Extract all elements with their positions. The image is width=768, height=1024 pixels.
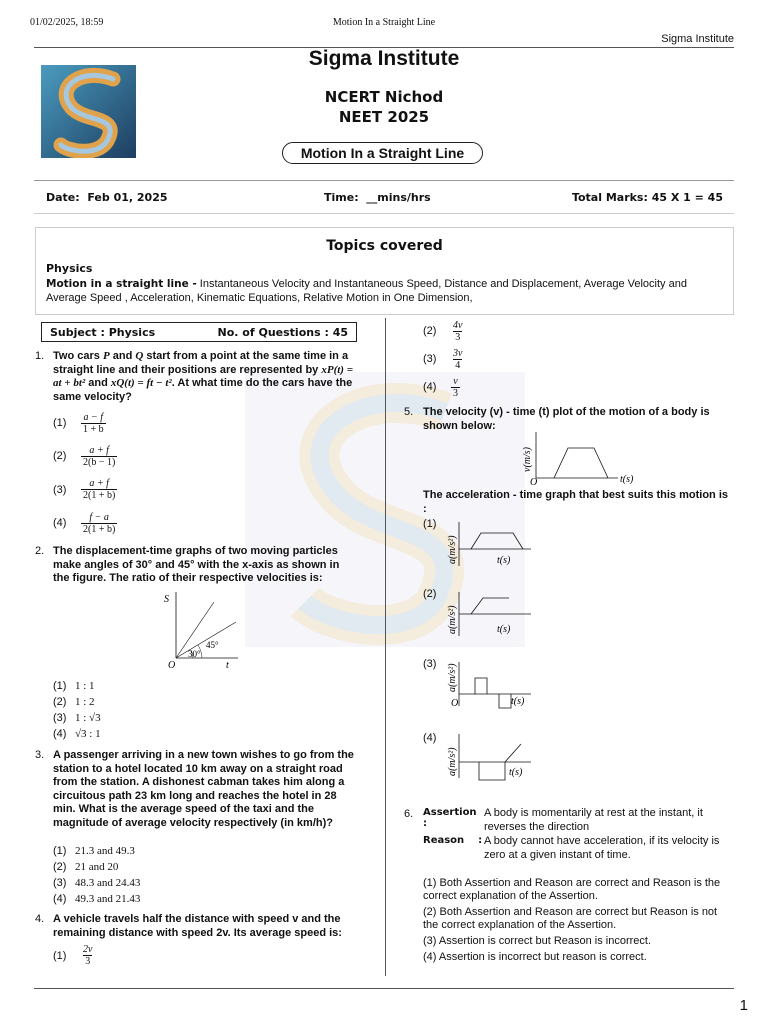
q5-option-3[interactable]: (3) a(m/s²) O t(s) <box>423 658 525 709</box>
q5-option-4[interactable]: (4) a(m/s²) t(s) <box>423 732 523 778</box>
q2-options <box>53 678 101 742</box>
q3-text: A passenger arriving in a new town wishes to go from the station to a hotel located 10 km away on a straight road from the station. A dishonest cabman takes him along a circuitous path 23 km long and reaches the hotel in 28 min. What is the average speed of the taxi and the magnitude of average velocity respectively (in km/h)? <box>53 749 354 829</box>
question-6: 6. Assertion : A body is momentarily at rest at the instant, it reverses the direction Reason : A body cannot have acceleration, if its velocity is zero at a given instant of time. <box>404 807 734 862</box>
q5-subtext: The acceleration - time graph that best suits this motion is : <box>423 489 728 515</box>
meta-marks: Total Marks: 45 X 1 = 45 <box>571 191 723 204</box>
q3-options <box>53 843 140 907</box>
vt-x-label: t(s) <box>620 474 634 485</box>
assertion-text: A body is momentarily at rest at the instant, it reverses the direction <box>484 807 703 833</box>
footer-rule <box>34 988 734 989</box>
q4-option-2[interactable]: (2) $\frac{4v}{3}$ <box>423 319 463 343</box>
q4-option-3[interactable]: (3) $\frac{3v}{4}$ <box>423 347 463 371</box>
q6-option-4[interactable]: (4) Assertion is incorrect but reason is correct. <box>423 951 647 963</box>
page-number: 1 <box>739 997 748 1014</box>
q6-option-3[interactable]: (3) Assertion is correct but Reason is incorrect. <box>423 935 652 947</box>
opt1-x-label: t(s) <box>497 555 511 566</box>
opt4-x-label: t(s) <box>509 767 523 778</box>
q1-text: Two cars P and Q start from a point at the same time in a straight line and their positions are represented by xP(t) = at + bt² and xQ(t) = ft − t². At what time do the cars have the same velocity? <box>53 350 353 403</box>
assertion-label: Assertion : <box>423 807 477 829</box>
q6-option-1[interactable]: (1) Both Assertion and Reason are correct and Reason is the correct explanation of the Assertion. <box>423 877 721 902</box>
question-4: 4. A vehicle travels half the distance with speed v and the remaining distance with speed 2v. Its average speed is: <box>35 913 360 940</box>
q2-figure <box>160 588 240 670</box>
q4-options-cont <box>423 317 464 401</box>
meta-date: Date: Feb 01, 2025 <box>46 191 168 204</box>
column-divider <box>385 318 386 976</box>
chapter-pill: Motion In a Straight Line <box>282 142 483 164</box>
q4-option-1[interactable]: (1) $\frac{2v}{3}$ <box>53 944 93 967</box>
opt2-y-label: a(m/s²) <box>447 605 458 634</box>
q4-text: A vehicle travels half the distance with speed v and the remaining distance with speed 2v. Its average speed is: <box>53 913 342 939</box>
reason-label: Reason : <box>423 835 483 846</box>
q5-vt-graph <box>506 430 646 486</box>
q2-option-1[interactable]: (1) 1 : 1 <box>53 680 95 692</box>
topics-heading: Topics covered <box>326 238 443 254</box>
reason-text: A body cannot have acceleration, if its velocity is zero at a given instant of time. <box>484 835 720 861</box>
opt2-x-label: t(s) <box>497 624 511 635</box>
header-rule-3 <box>34 213 734 214</box>
opt4-y-label: a(m/s²) <box>447 747 458 776</box>
topics-subject: Physics <box>46 262 93 275</box>
question-5: 5. The velocity (v) - time (t) plot of the motion of a body is shown below: <box>404 406 734 433</box>
q1-option-2[interactable]: (2) $\frac{a + f}{2(b - 1)}$ <box>53 444 116 468</box>
header-rule-2 <box>34 180 734 181</box>
q2-option-2[interactable]: (2) 1 : 2 <box>53 696 95 708</box>
opt1-y-label: a(m/s²) <box>447 535 458 564</box>
header-line2: NEET 2025 <box>338 108 430 126</box>
vt-y-label: v(m/s) <box>522 447 533 472</box>
q1-option-4[interactable]: (4) $\frac{f - a}{2(1 + b)}$ <box>53 511 116 535</box>
header-institute-right: Sigma Institute <box>661 33 734 45</box>
header-line1: NCERT Nichod <box>324 88 444 106</box>
question-2: 2. The displacement-time graphs of two moving particles make angles of 30° and 45° with the x-axis as shown in the figure. The ratio of their respective velocities is: <box>35 545 360 586</box>
fig-o-label: O <box>168 660 176 670</box>
opt3-x-label: t(s) <box>511 696 525 707</box>
q3-option-3[interactable]: (3) 48.3 and 24.43 <box>53 877 141 889</box>
fig-angle-30: 30° <box>188 649 201 659</box>
subject-box: Subject : Physics No. of Questions : 45 <box>41 322 357 342</box>
q1-options <box>53 407 117 540</box>
print-datetime: 01/02/2025, 18:59 <box>30 17 104 28</box>
q2-option-4[interactable]: (4) √3 : 1 <box>53 728 101 740</box>
q1-option-3[interactable]: (3) $\frac{a + f}{2(1 + b)}$ <box>53 478 116 501</box>
q4-option-4[interactable]: (4) $\frac{v}{3}$ <box>423 375 458 399</box>
q3-option-1[interactable]: (1) 21.3 and 49.3 <box>53 845 135 857</box>
fig-angle-45: 45° <box>206 640 219 650</box>
q1-option-1[interactable]: (1) $\frac{a - f}{1 + b}$ <box>53 411 104 435</box>
q5-option-2[interactable]: (2) a(m/s²) t(s) <box>423 588 511 635</box>
q2-option-3[interactable]: (3) 1 : √3 <box>53 712 101 724</box>
q3-option-2[interactable]: (2) 21 and 20 <box>53 861 119 873</box>
question-1 <box>35 350 360 404</box>
q6-options <box>423 877 728 964</box>
q1-number: 1. <box>35 350 45 362</box>
fig-t-label: t <box>226 660 229 670</box>
q6-option-2[interactable]: (2) Both Assertion and Reason are correct but Reason is not the correct explanation of the Assertion. <box>423 906 718 931</box>
print-title: Motion In a Straight Line <box>332 17 436 28</box>
topics-list: Motion in a straight line - Instantaneous Velocity and Instantaneous Speed, Distance and Displacement, Average Velocity and Average Speed , Acceleration, Kinematic Equations, Relative Motion in One Dimension, <box>46 278 687 304</box>
fig-s-label: S <box>164 594 169 605</box>
vt-origin: O <box>530 477 538 486</box>
institute-title: Sigma Institute <box>308 47 460 70</box>
q5-text: The velocity (v) - time (t) plot of the motion of a body is shown below: <box>423 406 710 432</box>
topics-box <box>35 227 734 315</box>
q2-text: The displacement-time graphs of two moving particles make angles of 30° and 45° with the x-axis as shown in the figure. The ratio of their respective velocities is: <box>53 545 340 584</box>
opt3-y-label: a(m/s²) <box>447 663 458 692</box>
question-3: 3. A passenger arriving in a new town wishes to go from the station to a hotel located 10 km away on a straight road from the station. A dishonest cabman takes him along a circuitous path 23 km long and reaches the hotel in 28 min. What is the average speed of the taxi and the magnitude of average velocity respectively (in km/h)? <box>35 749 360 830</box>
q3-option-4[interactable]: (4) 49.3 and 21.43 <box>53 893 141 905</box>
meta-time: Time: __mins/hrs <box>324 191 431 204</box>
q5-option-1[interactable]: (1) a(m/s²) t(s) <box>423 518 543 570</box>
opt3-origin: O <box>451 698 459 709</box>
